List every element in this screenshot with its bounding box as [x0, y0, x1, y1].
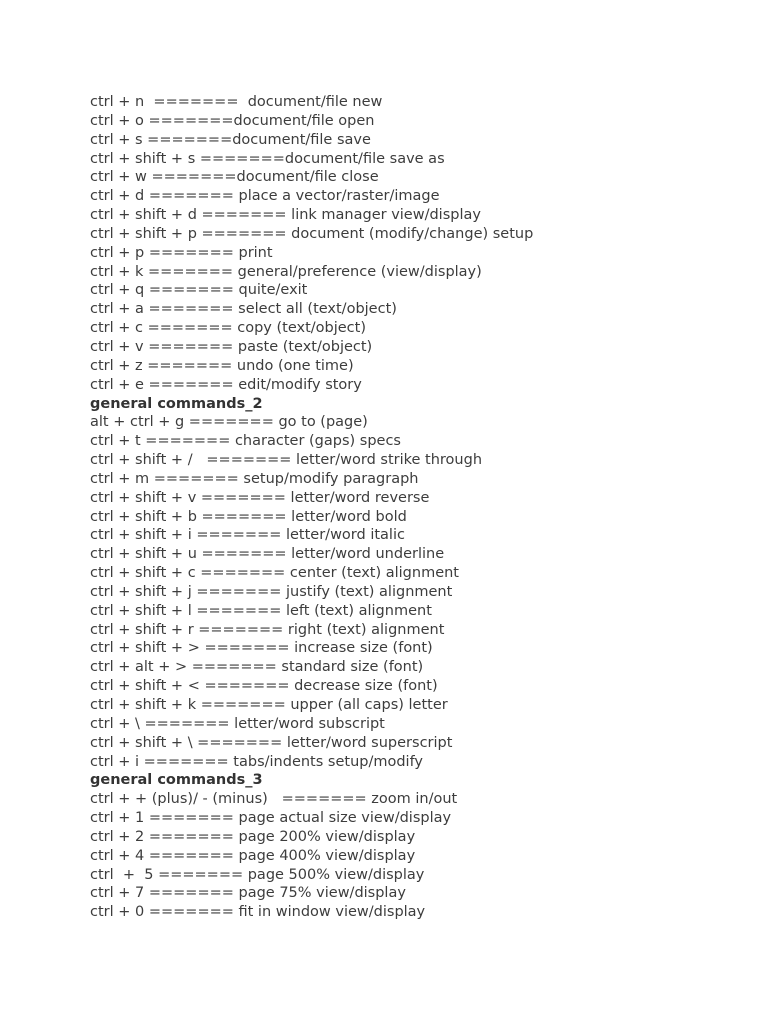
shortcut-line: ctrl + shift + c ======= center (text) alignment	[90, 565, 459, 582]
shortcut-line: ctrl + v ======= paste (text/object)	[90, 338, 373, 355]
shortcut-line: ctrl + shift + < ======= decrease size (font)	[90, 678, 438, 695]
shortcut-line: ctrl + e ======= edit/modify story	[90, 376, 362, 393]
shortcut-line: ctrl + d ======= place a vector/raster/image	[90, 188, 440, 205]
shortcut-line: ctrl + shift + / ======= letter/word strike through	[90, 452, 483, 469]
shortcut-line: ctrl + o =======document/file open	[90, 112, 375, 129]
shortcut-line: ctrl + shift + s =======document/file save as	[90, 150, 445, 167]
shortcut-line: ctrl + k ======= general/preference (view/display)	[90, 263, 482, 280]
document-page	[90, 93, 750, 922]
shortcut-line: ctrl + shift + u ======= letter/word underline	[90, 546, 445, 563]
shortcut-line: ctrl + 5 ======= page 500% view/display	[90, 866, 425, 883]
shortcut-line: ctrl + + (plus)/ - (minus) ======= zoom in/out	[90, 791, 458, 808]
shortcut-line: ctrl + w =======document/file close	[90, 169, 379, 186]
shortcut-line: ctrl + shift + b ======= letter/word bold	[90, 508, 407, 525]
shortcut-line: ctrl + shift + k ======= upper (all caps) letter	[90, 697, 448, 713]
shortcut-line: ctrl + p ======= print	[90, 244, 273, 261]
shortcut-line: ctrl + shift + r ======= right (text) alignment	[90, 621, 445, 638]
shortcut-line: ctrl + shift + \ ======= letter/word superscript	[90, 734, 453, 751]
shortcut-line: ctrl + 4 ======= page 400% view/display	[90, 847, 416, 864]
shortcut-line: ctrl + shift + d ======= link manager view/display	[90, 207, 481, 224]
shortcut-line: ctrl + s =======document/file save	[90, 131, 371, 148]
shortcut-line: ctrl + shift + i ======= letter/word italic	[90, 527, 405, 544]
shortcut-line: alt + ctrl + g ======= go to (page)	[90, 414, 368, 431]
shortcut-line: ctrl + shift + p ======= document (modify/change) setup	[90, 225, 534, 242]
shortcut-line: ctrl + n ======= document/file new	[90, 94, 383, 110]
shortcut-line: ctrl + shift + > ======= increase size (font)	[90, 640, 433, 657]
shortcut-line: ctrl + a ======= select all (text/object)	[90, 301, 397, 318]
shortcut-line: ctrl + 1 ======= page actual size view/display	[90, 810, 452, 827]
shortcut-line: ctrl + i ======= tabs/indents setup/modify	[90, 753, 424, 770]
shortcut-line: ctrl + t ======= character (gaps) specs	[90, 433, 401, 450]
shortcut-line: ctrl + m ======= setup/modify paragraph	[90, 470, 419, 487]
shortcut-line: ctrl + c ======= copy (text/object)	[90, 320, 366, 337]
shortcut-line: ctrl + \ ======= letter/word subscript	[90, 715, 385, 732]
shortcut-line: ctrl + shift + l ======= left (text) alignment	[90, 602, 432, 619]
shortcut-line: ctrl + q ======= quite/exit	[90, 282, 308, 299]
shortcut-line: ctrl + z ======= undo (one time)	[90, 357, 354, 374]
section-heading: general commands_2	[90, 395, 263, 412]
shortcut-line: ctrl + shift + j ======= justify (text) alignment	[90, 583, 453, 600]
shortcut-line: ctrl + 7 ======= page 75% view/display	[90, 885, 406, 902]
shortcut-line: ctrl + alt + > ======= standard size (font)	[90, 659, 424, 676]
section-heading: general commands_3	[90, 772, 263, 789]
shortcut-line: ctrl + 0 ======= fit in window view/display	[90, 904, 426, 921]
shortcut-line: ctrl + shift + v ======= letter/word reverse	[90, 489, 430, 506]
shortcut-line: ctrl + 2 ======= page 200% view/display	[90, 828, 416, 845]
